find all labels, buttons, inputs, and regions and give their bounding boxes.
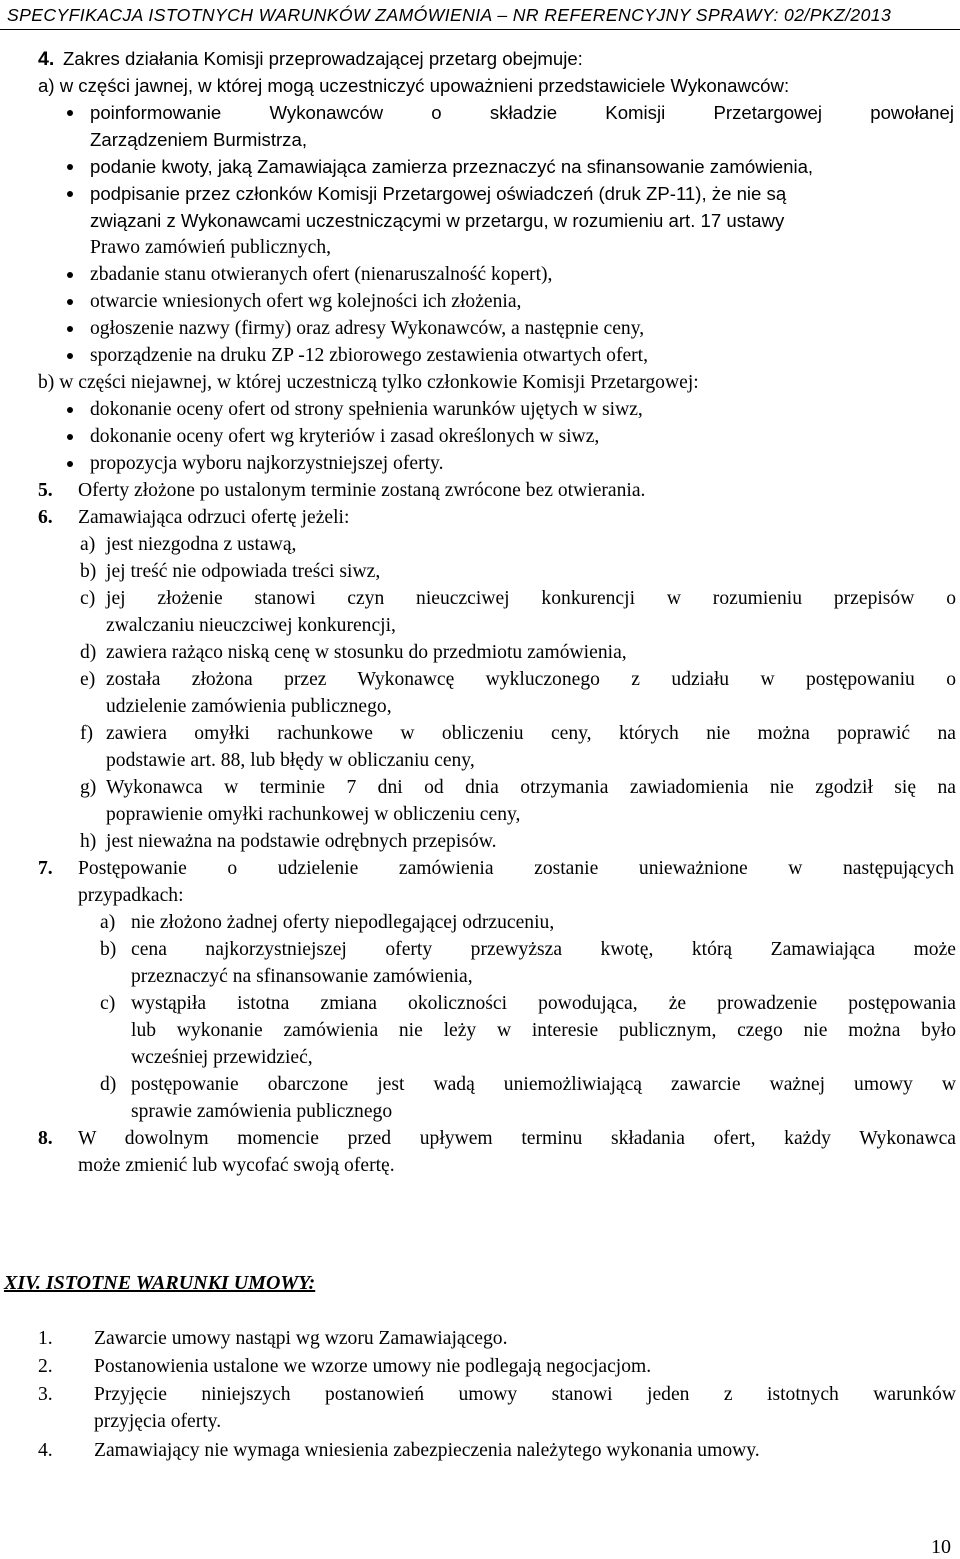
item-mark: 1. (38, 1328, 53, 1349)
item-mark: c) (80, 588, 96, 609)
section-6-number: 6. (38, 507, 53, 528)
bullet-a-1-cont: Zarządzeniem Burmistrza, (90, 129, 307, 150)
section-7-item-d: postępowanie obarczone jest wadą uniemożliwiającą zawarcie ważnej umowy w (131, 1074, 956, 1095)
section-7-item-b-cont: przeznaczyć na sfinansowanie zamówienia, (131, 966, 473, 987)
item-mark: 3. (38, 1384, 53, 1405)
bullet-b-1: dokonanie oceny ofert od strony spełnienia warunków ujętych w siwz, (90, 399, 643, 420)
section-4-part-b: b) w części niejawnej, w której uczestniczą tylko członkowie Komisji Przetargowej: (38, 372, 699, 393)
item-mark: f) (80, 723, 94, 744)
section-6-item-e-cont: udzielenie zamówienia publicznego, (106, 696, 392, 717)
bullet-a-3-cont2: Prawo zamówień publicznych, (90, 237, 332, 258)
bullet-a-5: otwarcie wniesionych ofert wg kolejności ich złożenia, (90, 291, 522, 312)
section-6-item-a: jest niezgodna z ustawą, (106, 534, 297, 555)
bullet-a-3: podpisanie przez członków Komisji Przetargowej oświadczeń (druk ZP-11), że nie są (90, 183, 787, 204)
section-6-item-h: jest nieważna na podstawie odrębnych przepisów. (106, 831, 497, 852)
section-7-item-d-cont: sprawie zamówienia publicznego (131, 1101, 393, 1122)
section-6-item-g-cont: poprawienie omyłki rachunkowej w obliczeniu ceny, (106, 804, 521, 825)
section-6-item-f: zawiera omyłki rachunkowe w obliczeniu ceny, których nie można poprawić na (106, 723, 956, 744)
bullet-dot (67, 353, 73, 359)
document-header: SPECYFIKACJA ISTOTNYCH WARUNKÓW ZAMÓWIENIA – NR REFERENCYJNY SPRAWY: 02/PKZ/2013 (7, 5, 892, 25)
header-rule (0, 29, 960, 30)
section-14-item-3-cont: przyjęcia oferty. (94, 1411, 222, 1432)
item-mark: b) (100, 939, 117, 960)
section-7-item-c: wystąpiła istotna zmiana okoliczności powodująca, że prowadzenie postępowania (131, 993, 956, 1014)
section-7-item-c-cont2: wcześniej przewidzieć, (131, 1047, 313, 1068)
section-6-item-c: jej złożenie stanowi czyn nieuczciwej konkurencji w rozumieniu przepisów o (106, 588, 956, 609)
section-6-item-g: Wykonawca w terminie 7 dni od dnia otrzymania zawiadomienia nie zgodził się na (106, 777, 956, 798)
section-5-text: Oferty złożone po ustalonym terminie zostaną zwrócone bez otwierania. (78, 480, 646, 501)
section-14-item-2: Postanowienia ustalone we wzorze umowy nie podlegają negocjacjom. (94, 1356, 652, 1377)
page-number: 10 (931, 1536, 951, 1558)
section-4-title: Zakres działania Komisji przeprowadzającej przetarg obejmuje: (63, 48, 583, 69)
bullet-a-4: zbadanie stanu otwieranych ofert (nienaruszalność kopert), (90, 264, 553, 285)
section-7-item-c-cont: lub wykonanie zamówienia nie leży w interesie publicznym, czego nie można było (131, 1020, 956, 1041)
bullet-dot (67, 407, 73, 413)
bullet-dot (67, 434, 73, 440)
section-14-item-4: Zamawiający nie wymaga wniesienia zabezpieczenia należytego wykonania umowy. (94, 1440, 760, 1461)
item-mark: c) (100, 993, 116, 1014)
section-6-item-c-cont: zwalczaniu nieuczciwej konkurencji, (106, 615, 396, 636)
bullet-b-2: dokonanie oceny ofert wg kryteriów i zasad określonych w siwz, (90, 426, 600, 447)
section-7-intro-cont: przypadkach: (78, 885, 184, 906)
item-mark: a) (80, 534, 96, 555)
section-14-item-1: Zawarcie umowy nastąpi wg wzoru Zamawiającego. (94, 1328, 508, 1349)
item-mark: h) (80, 831, 97, 852)
bullet-a-3-cont: związani z Wykonawcami uczestniczącymi w przetargu, w rozumieniu art. 17 ustawy (90, 210, 785, 231)
item-mark: d) (100, 1074, 117, 1095)
bullet-dot (67, 461, 73, 467)
bullet-dot (67, 191, 73, 197)
section-8-text-cont: może zmienić lub wycofać swoją ofertę. (78, 1155, 395, 1176)
section-7-item-a: nie złożono żadnej oferty niepodlegającej odrzuceniu, (131, 912, 555, 933)
bullet-dot (67, 272, 73, 278)
item-mark: g) (80, 777, 97, 798)
section-4-number: 4. (38, 48, 55, 70)
section-8-text: W dowolnym momencie przed upływem terminu składania ofert, każdy Wykonawca (78, 1128, 956, 1149)
bullet-b-3: propozycja wyboru najkorzystniejszej oferty. (90, 453, 444, 474)
section-5-number: 5. (38, 480, 53, 501)
section-6-item-d: zawiera rażąco niską cenę w stosunku do przedmiotu zamówienia, (106, 642, 627, 663)
bullet-a-6: ogłoszenie nazwy (firmy) oraz adresy Wykonawców, a następnie ceny, (90, 318, 645, 339)
bullet-a-1: poinformowanie Wykonawców o składzie Komisji Przetargowej powołanej (90, 102, 954, 123)
bullet-dot (67, 299, 73, 305)
item-mark: 4. (38, 1440, 53, 1461)
section-6-item-f-cont: podstawie art. 88, lub błędy w obliczaniu ceny, (106, 750, 475, 771)
bullet-dot (67, 110, 73, 116)
item-mark: e) (80, 669, 96, 690)
section-7-intro: Postępowanie o udzielenie zamówienia zostanie unieważnione w następujących (78, 858, 954, 879)
item-mark: a) (100, 912, 116, 933)
bullet-dot (67, 164, 73, 170)
section-6-item-b: jej treść nie odpowiada treści siwz, (106, 561, 381, 582)
section-14-heading: XIV. ISTOTNE WARUNKI UMOWY: (4, 1272, 316, 1294)
section-7-number: 7. (38, 858, 53, 879)
section-6-intro: Zamawiająca odrzuci ofertę jeżeli: (78, 507, 350, 528)
bullet-a-2: podanie kwoty, jaką Zamawiająca zamierza przeznaczyć na sfinansowanie zamówienia, (90, 156, 814, 177)
item-mark: d) (80, 642, 97, 663)
section-6-item-e: została złożona przez Wykonawcę wykluczonego z udziału w postępowaniu o (106, 669, 956, 690)
bullet-dot (67, 326, 73, 332)
section-8-number: 8. (38, 1128, 53, 1149)
item-mark: 2. (38, 1356, 53, 1377)
section-4-part-a: a) w części jawnej, w której mogą uczestniczyć upoważnieni przedstawiciele Wykonawców: (38, 75, 790, 96)
bullet-a-7: sporządzenie na druku ZP -12 zbiorowego zestawienia otwartych ofert, (90, 345, 649, 366)
section-7-item-b: cena najkorzystniejszej oferty przewyższa kwotę, którą Zamawiająca może (131, 939, 956, 960)
item-mark: b) (80, 561, 97, 582)
section-14-item-3: Przyjęcie niniejszych postanowień umowy stanowi jeden z istotnych warunków (94, 1384, 956, 1405)
